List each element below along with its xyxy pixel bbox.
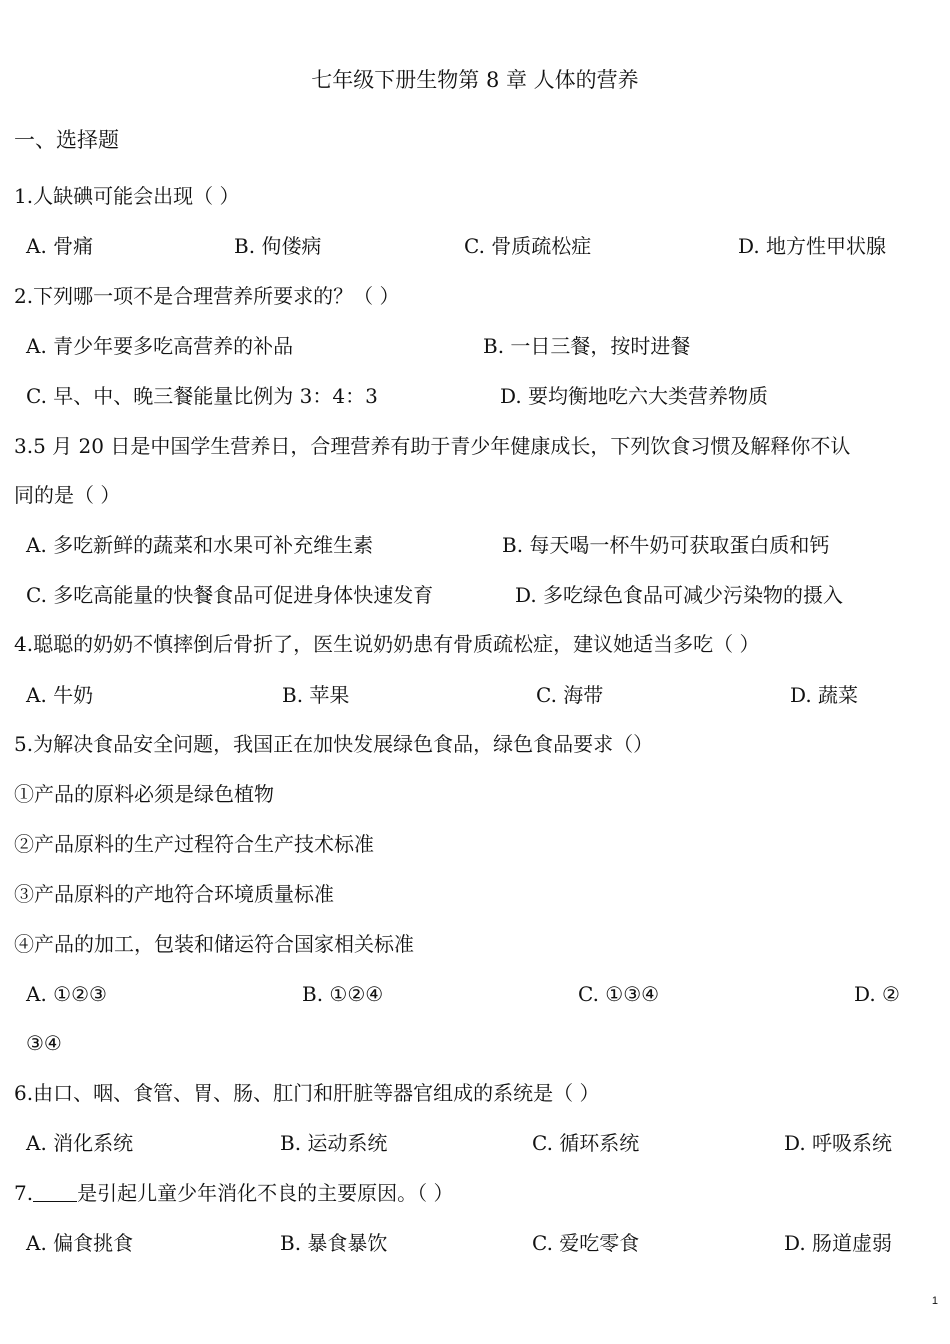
question-4-option-b: B. 苹果 [282,683,350,707]
question-3-option-c: C. 多吃高能量的快餐食品可促进身体快速发育 [26,583,434,607]
question-5-item-3: ③产品原料的产地符合环境质量标准 [14,882,334,906]
question-4-option-d: D. 蔬菜 [790,683,859,707]
question-1-option-c: C. 骨质疏松症 [464,234,592,258]
question-7-option-b: B. 暴食暴饮 [280,1231,388,1255]
question-2-stem: 2.下列哪一项不是合理营养所要求的？（ ） [14,284,400,308]
fill-in-blank [33,1181,77,1202]
question-2-option-d: D. 要均衡地吃六大类营养物质 [500,384,769,408]
question-7-option-a: A. 偏食挑食 [26,1231,134,1255]
question-4-option-a: A. 牛奶 [26,683,94,707]
page-title: 七年级下册生物第 8 章 人体的营养 [311,68,639,92]
question-7-option-d: D. 肠道虚弱 [784,1231,893,1255]
question-3-stem: 3.5 月 20 日是中国学生营养日，合理营养有助于青少年健康成长，下列饮食习惯及解释你不认 [14,434,851,458]
section-heading: 一、选择题 [14,128,119,152]
question-1-stem: 1.人缺碘可能会出现（ ） [14,184,240,208]
question-7-option-c: C. 爱吃零食 [532,1231,640,1255]
question-6-stem: 6.由口、咽、食管、胃、肠、肛门和肝脏等器官组成的系统是（ ） [14,1081,600,1105]
question-1-option-a: A. 骨痛 [26,234,94,258]
question-2-option-a: A. 青少年要多吃高营养的补品 [26,334,294,358]
question-1-option-b: B. 佝偻病 [234,234,322,258]
question-5-option-d-continued: ③④ [26,1031,62,1055]
question-6-option-c: C. 循环系统 [532,1131,640,1155]
question-5-item-1: ①产品的原料必须是绿色植物 [14,782,274,806]
question-6-option-d: D. 呼吸系统 [784,1131,893,1155]
question-7-stem-line [14,1179,453,1207]
question-5-item-4: ④产品的加工，包装和储运符合国家相关标准 [14,932,414,956]
question-5-option-a: A. ①②③ [26,982,107,1006]
question-7-number: 7. [14,1181,34,1205]
question-5-option-d: D. ② [854,982,900,1006]
question-3-option-d: D. 多吃绿色食品可减少污染物的摄入 [515,583,844,607]
question-3-stem-continued: 同的是（ ） [14,483,121,507]
question-7-stem: 是引起儿童少年消化不良的主要原因。（ ） [77,1181,454,1205]
question-4-option-c: C. 海带 [536,683,604,707]
question-2-option-c: C. 早、中、晚三餐能量比例为 3：4：3 [26,384,378,408]
question-5-option-c: C. ①③④ [578,982,660,1006]
question-4-stem: 4.聪聪的奶奶不慎摔倒后骨折了，医生说奶奶患有骨质疏松症，建议她适当多吃（ ） [14,632,760,656]
question-1-option-d: D. 地方性甲状腺 [738,234,887,258]
page-number: 1 [931,1295,938,1307]
question-5-item-2: ②产品原料的生产过程符合生产技术标准 [14,832,374,856]
question-6-option-a: A. 消化系统 [26,1131,134,1155]
question-2-option-b: B. 一日三餐，按时进餐 [483,334,691,358]
question-3-option-a: A. 多吃新鲜的蔬菜和水果可补充维生素 [26,533,374,557]
question-3-option-b: B. 每天喝一杯牛奶可获取蛋白质和钙 [502,533,830,557]
question-6-option-b: B. 运动系统 [280,1131,388,1155]
question-5-stem: 5.为解决食品安全问题，我国正在加快发展绿色食品，绿色食品要求（） [14,732,654,756]
question-5-option-b: B. ①②④ [302,982,384,1006]
